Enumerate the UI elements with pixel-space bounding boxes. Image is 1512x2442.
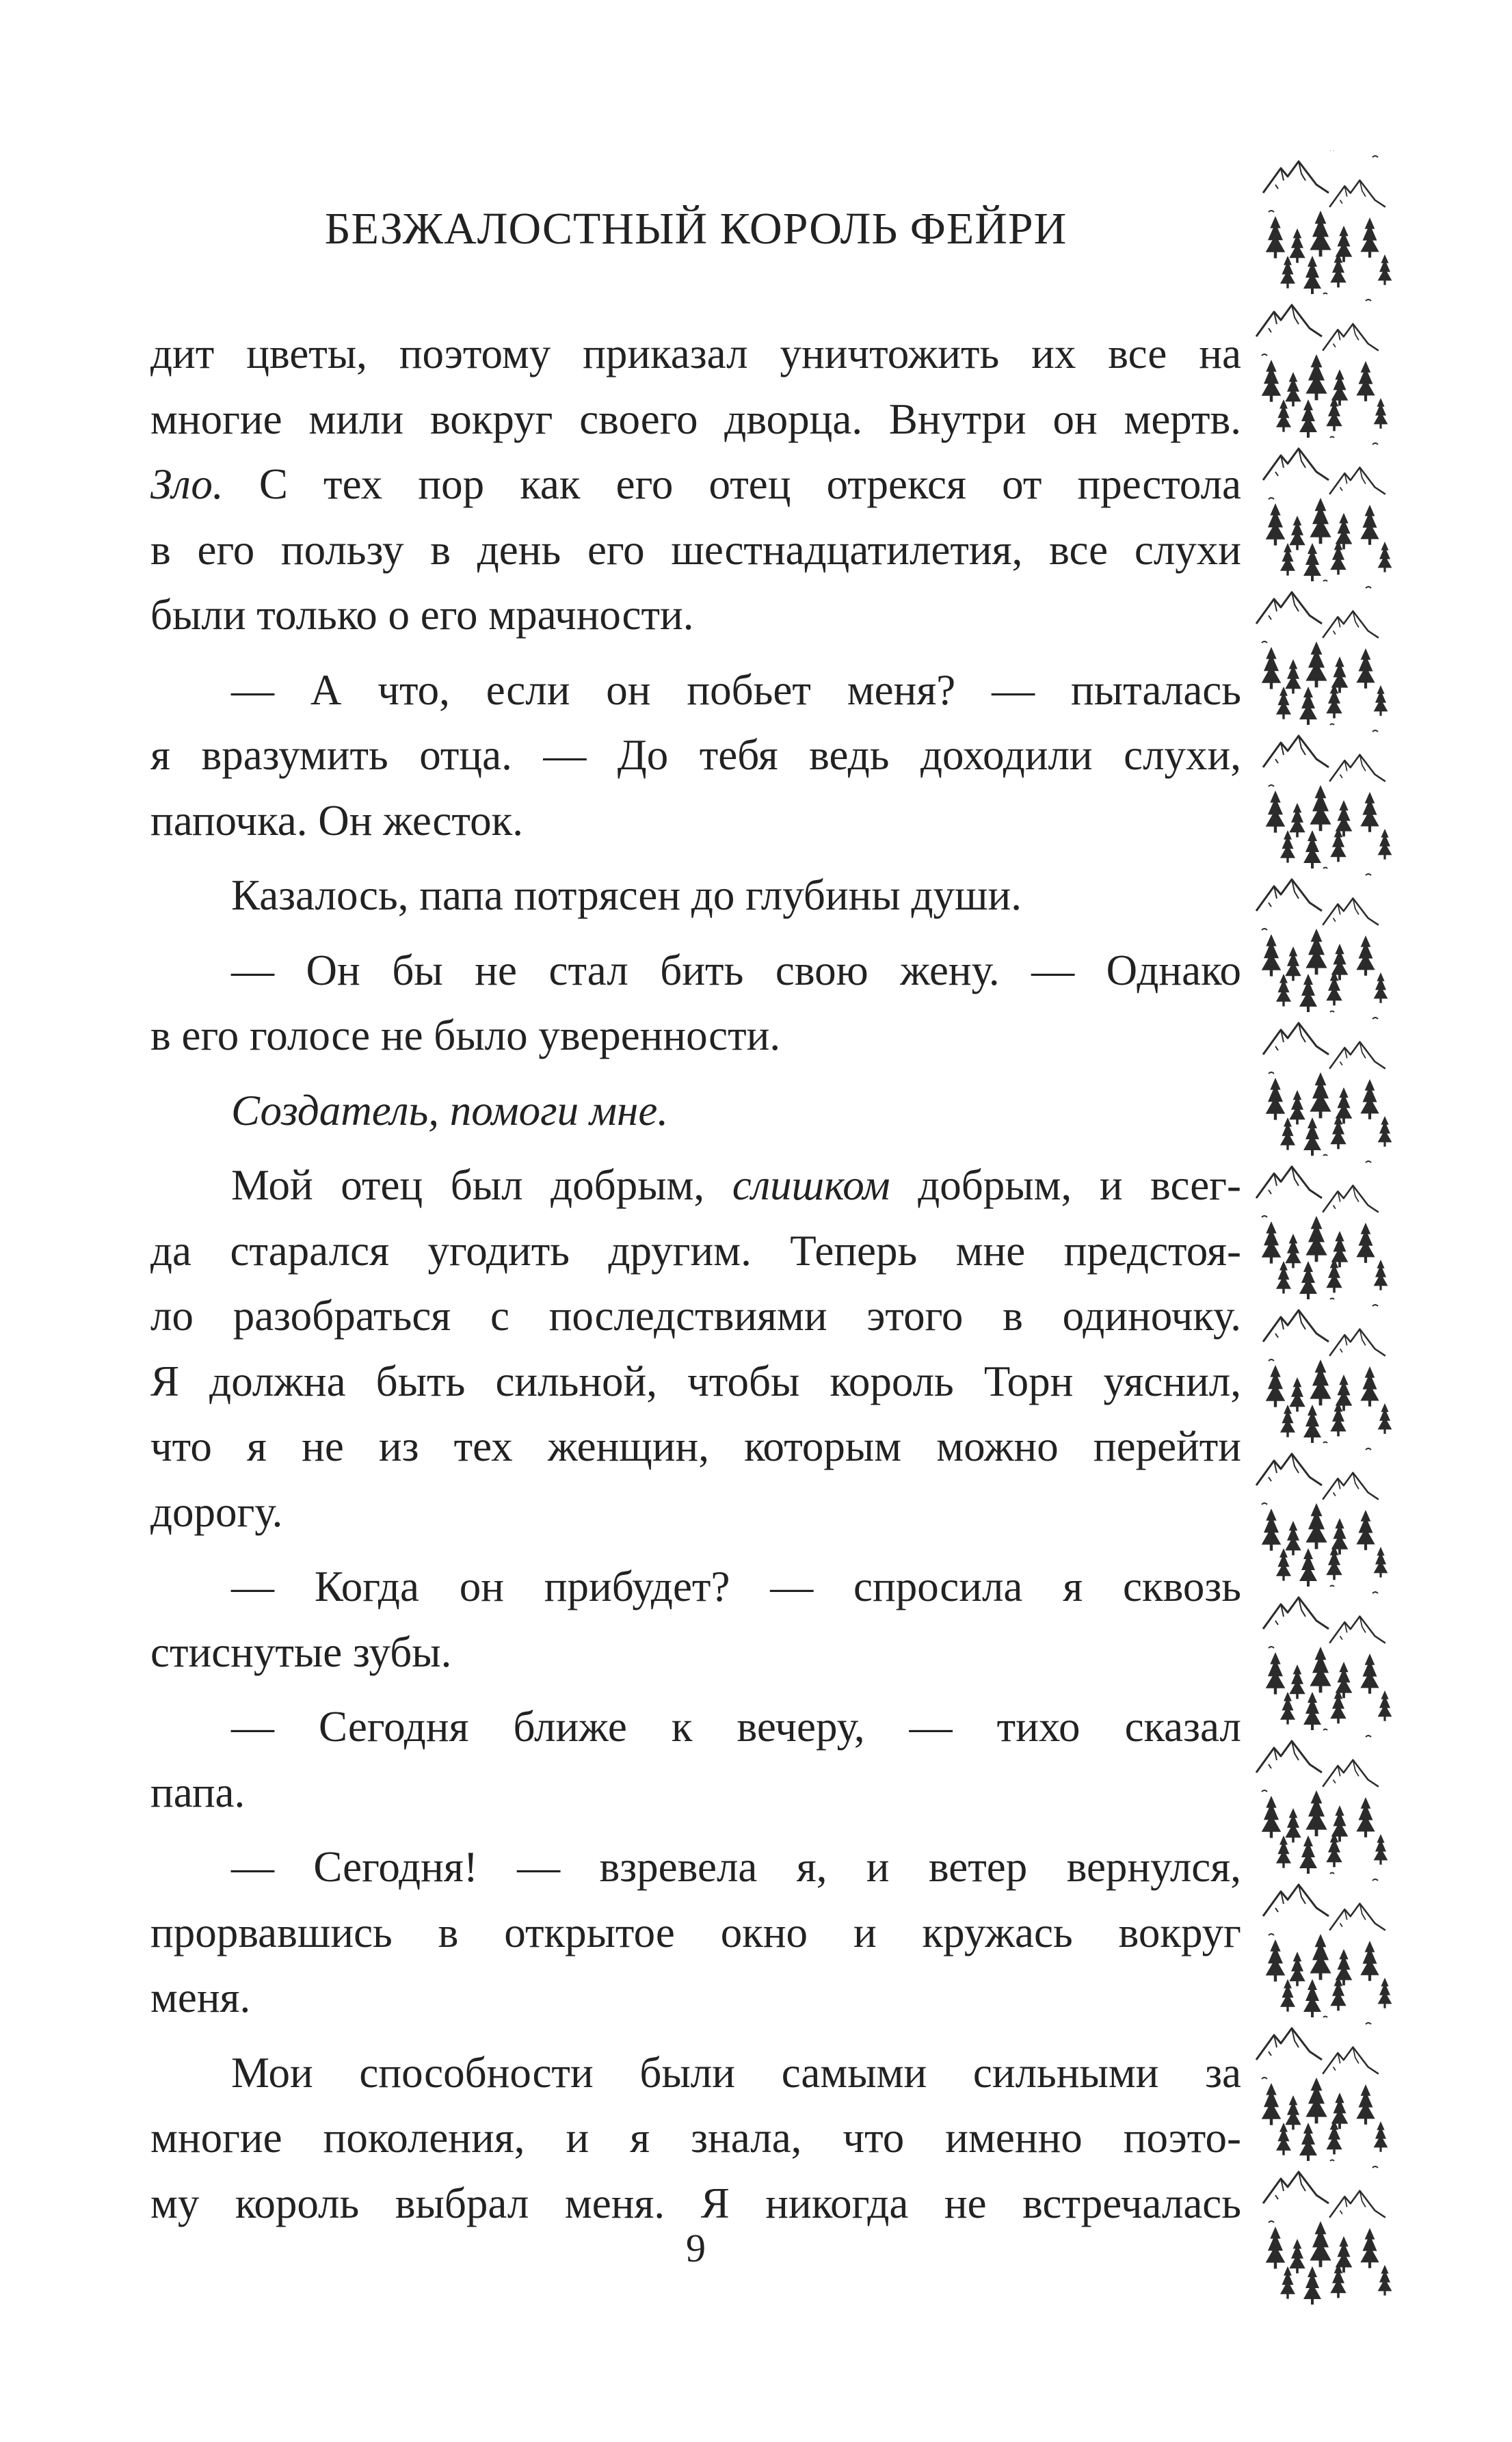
italic-word: Зло. (150, 460, 224, 508)
text-line: стиснутые зубы. (150, 1628, 452, 1676)
text-line: ло разобраться с последствиями этого в одиночку. (150, 1292, 1241, 1340)
text-fragment: Мой отец был добрым, (231, 1161, 705, 1209)
text-line: — Сегодня! — взревела я, и ветер вернулся, (231, 1843, 1241, 1891)
text-line: Мои способности были самыми сильными за (231, 2048, 1241, 2097)
text-line: да старался угодить другим. Теперь мне предстоя- (150, 1226, 1241, 1275)
body-text (150, 321, 1241, 2236)
paragraph (150, 1153, 1241, 1545)
paragraph (150, 1835, 1241, 2031)
text-line: прорвавшись в открытое окно и кружась вокруг (150, 1908, 1241, 1956)
paragraph (150, 2041, 1241, 2237)
paragraph (150, 938, 1241, 1069)
text-line: меня. (150, 1974, 251, 2021)
page-number: 9 (686, 2226, 706, 2270)
text-line: — Когда он прибудет? — спросила я сквозь (231, 1563, 1241, 1610)
text-line: что я не из тех женщин, которым можно перейти (150, 1422, 1241, 1470)
text-fragment: добрым, и всег- (918, 1161, 1241, 1209)
text-line: дит цветы, поэтому приказал уничтожить их все на (150, 330, 1241, 377)
running-title: БЕЗЖАЛОСТНЫЙ КОРОЛЬ ФЕЙРИ (324, 204, 1067, 254)
text-line (150, 1153, 1241, 1219)
text-line: дорогу. (150, 1487, 283, 1536)
text-line: многие мили вокруг своего дворца. Внутри он мертв. (150, 395, 1241, 443)
text-line: — Сегодня ближе к вечеру, — тихо сказал (231, 1703, 1241, 1751)
italic-word: Зло. С тех пор как его отец отрекся от престола (150, 460, 1241, 508)
paragraph (150, 1078, 1241, 1144)
text-line: многие поколения, и я знала, что именно поэто- (150, 2114, 1241, 2162)
text-line: были только о его мрачности. (150, 591, 694, 639)
mountains-and-pine-forest-border-icon (1255, 150, 1398, 2325)
text-line: му король выбрал меня. Я никогда не встречалась (150, 2179, 1241, 2227)
text-line: папочка. Он жесток. (150, 796, 523, 845)
text-line: — А что, если он побьет меня? — пыталась (231, 665, 1241, 714)
italic-line: Создатель, помоги мне. (231, 1086, 669, 1134)
text-line: Я должна быть сильной, чтобы король Торн уяснил, (150, 1357, 1241, 1405)
paragraph (150, 1554, 1241, 1685)
text-line: Казалось, папа потрясен до глубины души. (231, 871, 1022, 919)
text-line: я вразумить отца. — До тебя ведь доходили слухи, (150, 731, 1241, 779)
text-line: в его голосе не было уверенности. (150, 1011, 781, 1059)
text-line (150, 452, 1241, 518)
paragraph (150, 863, 1241, 929)
text-line: в его пользу в день его шестнадцатилетия, все слухи (150, 525, 1241, 574)
paragraph (150, 321, 1241, 648)
italic-word: слишком (732, 1161, 890, 1209)
text-line: — Он бы не стал бить свою жену. — Однако (231, 946, 1241, 994)
text-line: папа. (150, 1768, 246, 1816)
paragraph (150, 658, 1241, 854)
paragraph (150, 1695, 1241, 1825)
